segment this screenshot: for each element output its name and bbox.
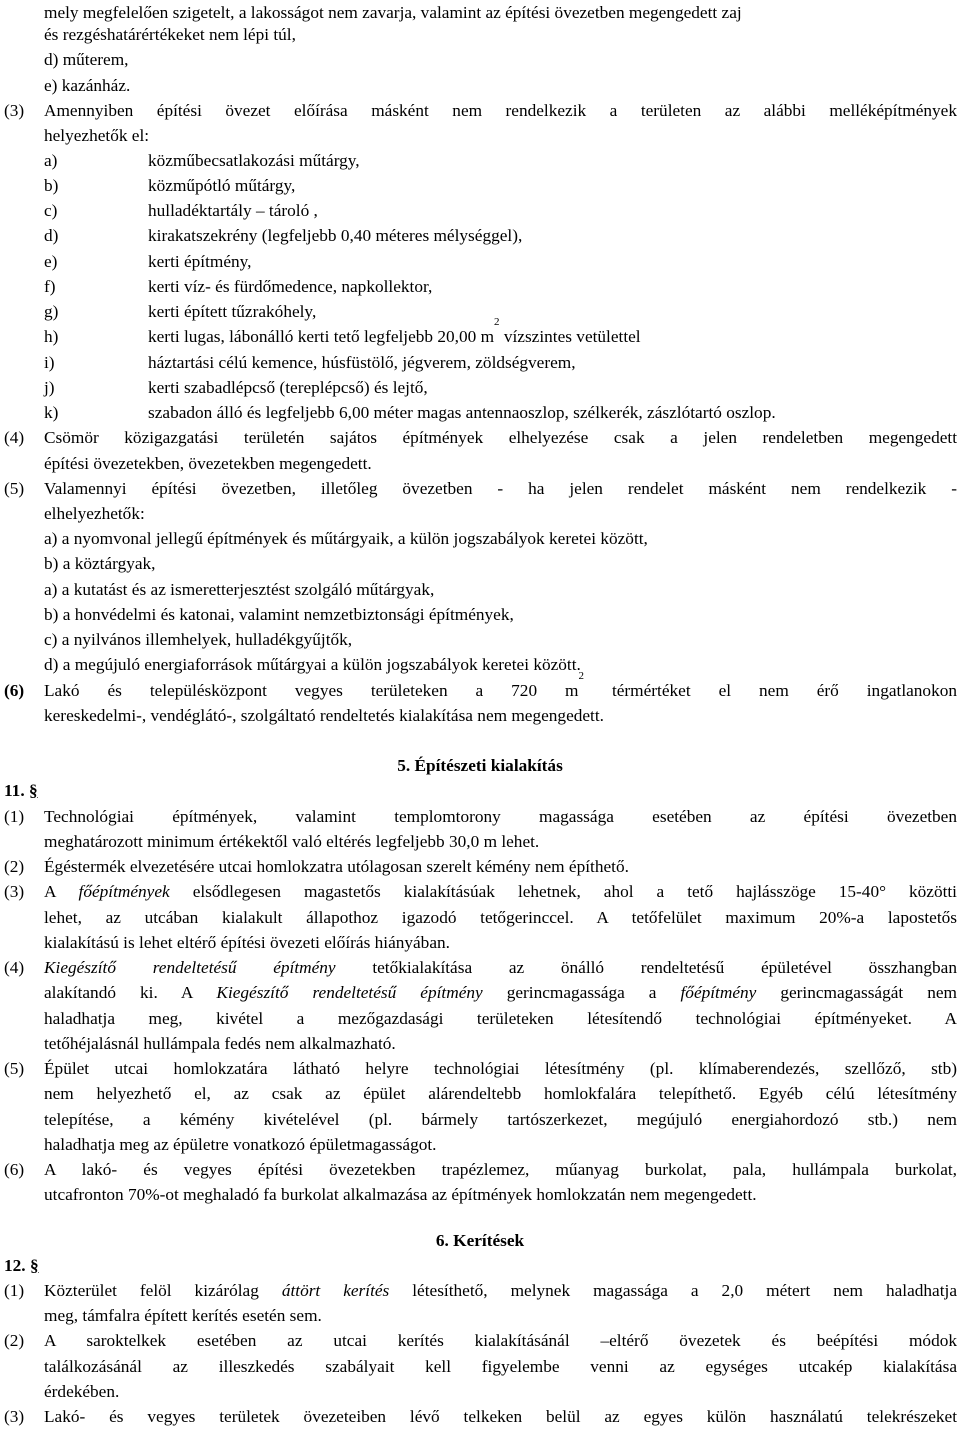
- text-line: Lakó- és vegyes területek övezeteiben lévő telkeken belül az egyes külön használatú telekrészeket: [44, 1407, 957, 1426]
- text-line: lehet, az utcában kialakult állapothoz igazodó tetőgerinccel. A tetőfelület maximum 20%-a lapostetős: [44, 908, 957, 927]
- text-line: tetőhéjalásnál hullámpala fedés nem alkalmazható.: [44, 1034, 396, 1053]
- list-item: b) a köztárgyak,: [44, 554, 156, 573]
- text-line: építési övezetekben, övezetekben megengedett.: [44, 454, 372, 473]
- text-line: A saroktelkek esetében az utcai kerítés kialakításánál –eltérő övezetek és beépítési módok: [44, 1331, 957, 1350]
- paragraph-number: (3): [4, 101, 25, 120]
- paragraph-number: (2): [4, 1331, 25, 1350]
- text-run: Közterület felöl kizárólag: [44, 1281, 282, 1300]
- list-item: kerti víz- és fürdőmedence, napkollektor,: [148, 277, 433, 296]
- text-run: alakítandó ki. A: [44, 983, 217, 1002]
- paragraph-number: (4): [4, 958, 25, 977]
- paragraph-number: (3): [4, 1407, 25, 1426]
- paragraph-sign: §: [28, 781, 38, 800]
- text-run: gerincmagassága a: [482, 983, 681, 1002]
- text-line: elhelyezhetők:: [44, 504, 145, 523]
- text-line: meg, támfalra épített kerítés esetén sem.: [44, 1306, 322, 1325]
- text-run: létesíthető, melynek magassága a 2,0 métert nem haladhatja: [389, 1281, 957, 1300]
- text-line: [44, 879, 957, 904]
- list-item: szabadon álló és legfeljebb 6,00 méter magas antennaoszlop, szélkerék, zászlótartó oszlop.: [148, 403, 776, 422]
- text-run: Lakó és településközpont vegyes területeken a 720 m: [44, 681, 579, 700]
- list-label: e): [44, 252, 58, 271]
- text-line: kialakítású is lehet eltérő építési övezeti előírás hiányában.: [44, 933, 450, 952]
- text-line: találkozásánál az illeszkedés szabályait kell figyelembe venni az egységes utcakép kialakítása: [44, 1357, 957, 1376]
- paragraph-number: (1): [4, 1281, 25, 1300]
- text-line: Égéstermék elvezetésére utcai homlokzatra utólagosan szerelt kémény nem építhető.: [44, 857, 629, 876]
- paragraph-heading: [4, 778, 957, 803]
- text-line: Amennyiben építési övezet előírása másként nem rendelkezik a területen az alábbi melléképítmények: [44, 101, 957, 120]
- text-line: Valamennyi építési övezetben, illetőleg övezetben - ha jelen rendelet másként nem rendelkezik -: [44, 479, 957, 498]
- list-item: [148, 316, 641, 349]
- section-heading: 6. Kerítések: [435, 1231, 525, 1250]
- list-label: b): [44, 176, 59, 195]
- text-run: vízszintes vetülettel: [499, 327, 641, 346]
- paragraph-number: (6): [4, 681, 25, 700]
- term-italic: főépítmények: [78, 882, 170, 901]
- list-item: e) kazánház.: [44, 76, 131, 95]
- term-italic: főépítmény: [680, 983, 757, 1002]
- text-line: [44, 1278, 957, 1303]
- paragraph-number: 11.: [4, 781, 25, 800]
- list-label: d): [44, 226, 59, 245]
- list-label: i): [44, 353, 55, 372]
- list-label: k): [44, 403, 59, 422]
- text-run: térmértéket el nem érő ingatlanokon: [584, 681, 957, 700]
- list-item: a) a nyomvonal jellegű építmények és műtárgyaik, a külön jogszabályok keretei között,: [44, 529, 648, 548]
- text-line: haladhatja meg az épületre vonatkozó épületmagasságot.: [44, 1135, 437, 1154]
- term-italic: Kiegészítő rendeltetésű építmény: [216, 983, 483, 1002]
- text-run: kerti lugas, lábonálló kerti tető legfeljebb 20,00 m: [148, 327, 495, 346]
- list-item: c) a nyilvános illemhelyek, hulladékgyűjtők,: [44, 630, 353, 649]
- paragraph-number: 12.: [4, 1256, 26, 1275]
- text-run: A: [44, 882, 79, 901]
- text-line: Épület utcai homlokzatára látható helyre technológiai létesítmény (pl. klímaberendezés, szellőző, stb): [44, 1059, 957, 1078]
- superscript: 2: [578, 670, 584, 682]
- text-line: [44, 980, 957, 1005]
- text-line: és rezgéshatárértékeket nem lépi túl,: [44, 25, 296, 44]
- text-line: haladhatja meg, kivétel a mezőgazdasági területeken létesítendő technológiai építményeket. A: [44, 1009, 957, 1028]
- list-item: a) a kutatást és az ismeretterjesztést szolgáló műtárgyak,: [44, 580, 435, 599]
- paragraph-number: (3): [4, 882, 25, 901]
- list-label: a): [44, 151, 58, 170]
- list-item: kerti épített tűzrakóhely,: [148, 302, 317, 321]
- text-line: [44, 670, 957, 703]
- text-run: gerincmagasságát nem: [756, 983, 957, 1002]
- list-item: kerti szabadlépcső (tereplépcső) és lejtő,: [148, 378, 428, 397]
- paragraph-number: (1): [4, 807, 25, 826]
- list-item: közműpótló műtárgy,: [148, 176, 296, 195]
- text-line: mely megfelelően szigetelt, a lakosságot nem zavarja, valamint az építési övezetben megengedett zaj: [44, 3, 742, 22]
- list-item: b) a honvédelmi és katonai, valamint nemzetbiztonsági építmények,: [44, 605, 514, 624]
- paragraph-number: (6): [4, 1160, 25, 1179]
- list-item: háztartási célú kemence, húsfüstölő, jégverem, zöldségverem,: [148, 353, 576, 372]
- list-item: d) a megújuló energiaforrások műtárgyai a külön jogszabályok keretei között.: [44, 655, 581, 674]
- text-line: nem helyezhető el, az csak az épület alárendeltebb homlokfalára telepíthető. Egyéb célú létesítmény: [44, 1084, 957, 1103]
- list-label: j): [44, 378, 55, 397]
- list-item: hulladéktartály – tároló ,: [148, 201, 318, 220]
- list-label: f): [44, 277, 56, 296]
- text-line: telepítése, a kémény kivételével (pl. bármely tartószerkezet, megújuló energiahordozó stb.) nem: [44, 1110, 957, 1129]
- text-line: helyezhetők el:: [44, 126, 150, 145]
- list-label: c): [44, 201, 58, 220]
- term-italic: Kiegészítő rendeltetésű építmény: [44, 958, 336, 977]
- list-item: d) műterem,: [44, 50, 129, 69]
- list-item: közműbecsatlakozási műtárgy,: [148, 151, 360, 170]
- text-line: meghatározott minimum értékektől való eltérés legfeljebb 30,0 m lehet.: [44, 832, 540, 851]
- text-line: A lakó- és vegyes építési övezetekben trapézlemez, műanyag burkolat, pala, hullámpala burkolat,: [44, 1160, 957, 1179]
- text-line: [44, 955, 957, 980]
- paragraph-sign: §: [29, 1256, 39, 1275]
- paragraph-number: (4): [4, 428, 25, 447]
- list-item: kerti építmény,: [148, 252, 252, 271]
- text-line: utcafronton 70%-ot meghaladó fa burkolat alkalmazása az építmények homlokzatán nem megengedett.: [44, 1185, 757, 1204]
- text-line: érdekében.: [44, 1382, 120, 1401]
- text-line: Technológiai építmények, valamint templomtorony magassága esetében az építési övezetben: [44, 807, 957, 826]
- paragraph-number: (2): [4, 857, 25, 876]
- term-italic: áttört kerítés: [281, 1281, 390, 1300]
- paragraph-number: (5): [4, 1059, 25, 1078]
- list-label: g): [44, 302, 59, 321]
- text-line: kereskedelmi-, vendéglátó-, szolgáltató rendeltetés kialakítása nem megengedett.: [44, 706, 604, 725]
- superscript: 2: [494, 316, 500, 328]
- list-item: kirakatszekrény (legfeljebb 0,40 méteres mélységgel),: [148, 226, 523, 245]
- text-run: tetőkialakítása az önálló rendeltetésű épületével összhangban: [335, 958, 957, 977]
- paragraph-number: (5): [4, 479, 25, 498]
- text-line: Csömör közigazgatási területén sajátos építmények elhelyezése csak a jelen rendeletben megengedett: [44, 428, 957, 447]
- text-run: elsődlegesen magastetős kialakításúak lehetnek, ahol a tető hajlásszöge 15-40° közötti: [169, 882, 957, 901]
- paragraph-heading: [4, 1253, 957, 1278]
- section-heading: 5. Építészeti kialakítás: [397, 756, 563, 775]
- list-label: h): [44, 327, 59, 346]
